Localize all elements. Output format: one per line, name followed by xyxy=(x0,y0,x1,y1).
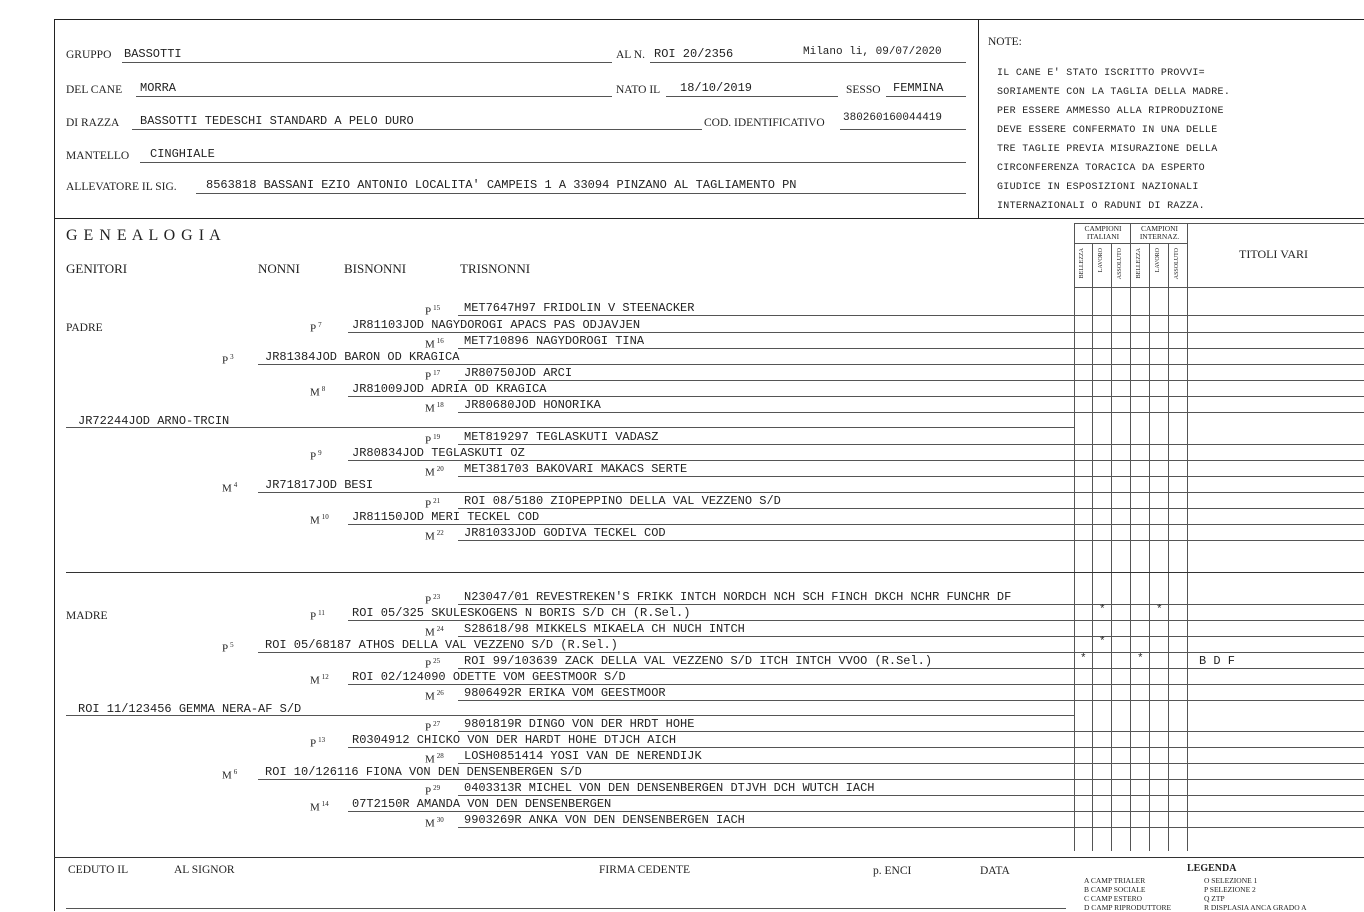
cod-line xyxy=(840,129,966,130)
nato-line xyxy=(666,96,838,97)
col-line xyxy=(1130,223,1131,851)
madre-separator xyxy=(66,572,1364,573)
campioni-bottom xyxy=(1074,287,1364,288)
pedigree-tag: M $^{28}$ xyxy=(425,752,444,766)
pedigree-tag: M $^{18}$ xyxy=(425,401,444,415)
ceduto-label: CEDUTO IL xyxy=(68,864,129,876)
sub-lavoro: LAVORO xyxy=(1098,248,1104,273)
pedigree-tag: M $^{10}$ xyxy=(310,513,329,527)
pedigree-tag: P $^{23}$ xyxy=(425,593,441,607)
gruppo-line xyxy=(122,62,612,63)
pedigree-tag: P $^{29}$ xyxy=(425,784,441,798)
pedigree-tag: P $^{15}$ xyxy=(425,304,441,318)
pedigree-line xyxy=(458,668,1364,669)
pedigree-entry: JR81103JOD NAGYDOROGI APACS PAS ODJAVJEN xyxy=(352,318,641,332)
col-genitori: GENITORI xyxy=(66,261,128,276)
pedigree-line xyxy=(458,540,1364,541)
star-mark: * xyxy=(1080,653,1087,665)
aln-line xyxy=(650,62,966,63)
sesso-value: FEMMINA xyxy=(893,81,944,95)
star-mark: * xyxy=(1137,653,1144,665)
star-mark: * xyxy=(1099,636,1106,648)
pedigree-tag: M $^6$ xyxy=(222,768,238,782)
pedigree-line xyxy=(458,700,1364,701)
aln-label: AL N. xyxy=(616,49,645,61)
pedigree-tag: P $^5$ xyxy=(222,641,234,655)
nato-label: NATO IL xyxy=(616,84,661,96)
pedigree-line xyxy=(458,763,1364,764)
col-line xyxy=(1149,243,1150,851)
note-line: PER ESSERE AMMESSO ALLA RIPRODUZIONE xyxy=(997,106,1224,117)
pedigree-entry: MET7647H97 FRIDOLIN V STEENACKER xyxy=(464,301,695,315)
pedigree-tag: M $^{20}$ xyxy=(425,465,444,479)
pedigree-tag: P $^{11}$ xyxy=(310,609,325,623)
pedigree-line xyxy=(258,492,1364,493)
legend-item: A CAMP TRIALER xyxy=(1084,876,1146,885)
campioni-internaz: CAMPIONI INTERNAZ. xyxy=(1139,224,1180,241)
campioni-italiani: CAMPIONI ITALIANI xyxy=(1084,224,1122,241)
pedigree-line xyxy=(348,332,1364,333)
pedigree-tag: M $^4$ xyxy=(222,481,238,495)
pedigree-entry: MET819297 TEGLASKUTI VADASZ xyxy=(464,430,659,444)
padre-name: JR72244JOD ARNO-TRCIN xyxy=(78,414,230,428)
col-line xyxy=(1092,243,1093,851)
pedigree-line xyxy=(348,620,1364,621)
aln-value: ROI 20/2356 xyxy=(654,47,734,61)
pedigree-tag: M $^8$ xyxy=(310,385,326,399)
pedigree-entry: 0403313R MICHEL VON DEN DENSENBERGEN DTJVH DCH WUTCH IACH xyxy=(464,781,875,795)
footer-sign-line xyxy=(66,908,1066,909)
firma-label: FIRMA CEDENTE xyxy=(599,864,691,876)
pedigree-tag: M $^{16}$ xyxy=(425,337,444,351)
madre-name: ROI 11/123456 GEMMA NERA-AF S/D xyxy=(78,702,302,716)
pedigree-line xyxy=(458,444,1364,445)
mantello-label: MANTELLO xyxy=(66,150,130,162)
pedigree-line xyxy=(458,476,1364,477)
campioni-sub-rule xyxy=(1074,243,1187,244)
pedigree-entry: ROI 10/126116 FIONA VON DEN DENSENBERGEN S/D xyxy=(265,765,582,779)
pedigree-entry: 07T2150R AMANDA VON DEN DENSENBERGEN xyxy=(352,797,612,811)
pedigree-tag: M $^{14}$ xyxy=(310,800,329,814)
pedigree-tag: P $^{27}$ xyxy=(425,720,441,734)
pedigree-line xyxy=(458,636,1364,637)
note-line: TRE TAGLIE PREVIA MISURAZIONE DELLA xyxy=(997,144,1218,155)
pedigree-entry: S28618/98 MIKKELS MIKAELA CH NUCH INTCH xyxy=(464,622,745,636)
pedigree-tag: M $^{22}$ xyxy=(425,529,444,543)
sub-assoluto: ASSOLUTO xyxy=(1174,248,1180,280)
pedigree-line xyxy=(258,779,1364,780)
pedigree-entry: MET710896 NAGYDOROGI TINA xyxy=(464,334,645,348)
sub-assoluto: ASSOLUTO xyxy=(1117,248,1123,280)
pedigree-entry: JR81150JOD MERI TECKEL COD xyxy=(352,510,540,524)
note-line: SORIAMENTE CON LA TAGLIA DELLA MADRE. xyxy=(997,87,1231,98)
pedigree-entry: JR81009JOD ADRIA OD KRAGICA xyxy=(352,382,547,396)
allevatore-label: ALLEVATORE IL SIG. xyxy=(66,181,177,193)
note-divider xyxy=(978,19,979,218)
sub-bellezza: BELLEZZA xyxy=(1079,248,1085,279)
pedigree-entry: JR80680JOD HONORIKA xyxy=(464,398,601,412)
pedigree-line xyxy=(458,795,1364,796)
footer-rule xyxy=(54,857,1364,858)
pedigree-line xyxy=(458,604,1364,605)
note-line: INTERNAZIONALI O RADUNI DI RAZZA. xyxy=(997,201,1205,212)
col-line xyxy=(1168,243,1169,851)
madre-label: MADRE xyxy=(66,610,108,622)
col-nonni: NONNI xyxy=(258,261,300,276)
pedigree-line xyxy=(458,731,1364,732)
pedigree-line xyxy=(348,396,1364,397)
pedigree-tag: P $^{19}$ xyxy=(425,433,441,447)
pedigree-entry: JR81384JOD BARON OD KRAGICA xyxy=(265,350,460,364)
pedigree-tag: M $^{12}$ xyxy=(310,673,329,687)
col-bisnonni: BISNONNI xyxy=(344,261,407,276)
legend-item: R DISPLASIA ANCA GRADO A xyxy=(1204,903,1307,912)
frame-left xyxy=(54,19,55,911)
mantello-value: CINGHIALE xyxy=(150,147,215,161)
pedigree-line xyxy=(348,811,1364,812)
titoli-bdf: B D F xyxy=(1199,654,1236,668)
allevatore-value: 8563818 BASSANI EZIO ANTONIO LOCALITA' CAMPEIS 1 A 33094 PINZANO AL TAGLIAMENTO PN xyxy=(206,178,797,192)
legend-item: P SELEZIONE 2 xyxy=(1204,885,1256,894)
note-line: IL CANE E' STATO ISCRITTO PROVVI= xyxy=(997,68,1205,79)
pedigree-line xyxy=(458,348,1364,349)
pedigree-line xyxy=(458,315,1364,316)
data-label: DATA xyxy=(980,865,1010,877)
pedigree-line xyxy=(458,380,1364,381)
padre-label: PADRE xyxy=(66,322,103,334)
legend-item: C CAMP ESTERO xyxy=(1084,894,1143,903)
pedigree-line xyxy=(348,524,1364,525)
pedigree-line xyxy=(258,652,1364,653)
legend-item: O SELEZIONE 1 xyxy=(1204,876,1258,885)
note-line: DEVE ESSERE CONFERMATO IN UNA DELLE xyxy=(997,125,1218,136)
pedigree-line xyxy=(348,684,1364,685)
col-line xyxy=(1187,223,1188,851)
cane-value: MORRA xyxy=(140,81,177,95)
pedigree-tag: M $^{24}$ xyxy=(425,625,444,639)
pedigree-tag: M $^{26}$ xyxy=(425,689,444,703)
legend-item: D CAMP RIPRODUTTORE xyxy=(1084,903,1172,912)
cod-label: COD. IDENTIFICATIVO xyxy=(704,117,825,129)
razza-line xyxy=(132,129,702,130)
enci-label: p. ENCI xyxy=(873,865,912,877)
star-mark: * xyxy=(1156,604,1163,616)
sub-lavoro: LAVORO xyxy=(1155,248,1161,273)
star-mark: * xyxy=(1099,604,1106,616)
legend-item: Q ZTP xyxy=(1204,894,1225,903)
pedigree-tag: P $^{17}$ xyxy=(425,369,441,383)
pedigree-entry: ROI 02/124090 ODETTE VOM GEESTMOOR S/D xyxy=(352,670,626,684)
pedigree-entry: JR81033JOD GODIVA TECKEL COD xyxy=(464,526,666,540)
madre-line xyxy=(66,715,1074,716)
genealogia-title: G E N E A L O G I A xyxy=(66,227,222,244)
gruppo-value: BASSOTTI xyxy=(124,47,182,61)
pedigree-entry: JR71817JOD BESI xyxy=(265,478,374,492)
razza-value: BASSOTTI TEDESCHI STANDARD A PELO DURO xyxy=(140,114,414,128)
legend-item: B CAMP SOCIALE xyxy=(1084,885,1146,894)
col-trisnonni: TRISNONNI xyxy=(460,261,531,276)
pedigree-line xyxy=(348,747,1364,748)
pedigree-line xyxy=(458,827,1364,828)
col-line xyxy=(1111,243,1112,851)
sesso-line xyxy=(886,96,966,97)
pedigree-entry: JR80834JOD TEGLASKUTI OZ xyxy=(352,446,525,460)
mantello-line xyxy=(140,162,966,163)
pedigree-entry: MET381703 BAKOVARI MAKACS SERTE xyxy=(464,462,688,476)
pedigree-line xyxy=(348,460,1364,461)
cane-label: DEL CANE xyxy=(66,84,123,96)
pedigree-tag: P $^7$ xyxy=(310,321,322,335)
pedigree-entry: ROI 99/103639 ZACK DELLA VAL VEZZENO S/D ITCH INTCH VVOO (R.Sel.) xyxy=(464,654,933,668)
padre-line xyxy=(66,427,1074,428)
pedigree-entry: ROI 05/68187 ATHOS DELLA VAL VEZZENO S/D (R.Sel.) xyxy=(265,638,618,652)
legenda-label: LEGENDA xyxy=(1187,863,1237,874)
pedigree-entry: LOSH0851414 YOSI VAN DE NERENDIJK xyxy=(464,749,702,763)
titoli-vari: TITOLI VARI xyxy=(1239,247,1308,261)
pedigree-tag: P $^9$ xyxy=(310,449,322,463)
gruppo-label: GRUPPO xyxy=(66,49,112,61)
col-line xyxy=(1074,223,1075,851)
note-line: CIRCONFERENZA TORACICA DA ESPERTO xyxy=(997,163,1205,174)
cod-value: 380260160044419 xyxy=(843,112,943,124)
signor-label: AL SIGNOR xyxy=(174,864,235,876)
pedigree-entry: 9806492R ERIKA VOM GEESTMOOR xyxy=(464,686,666,700)
header-bottom-rule xyxy=(54,218,1364,219)
pedigree-entry: 9903269R ANKA VON DEN DENSENBERGEN IACH xyxy=(464,813,745,827)
note-line: GIUDICE IN ESPOSIZIONI NAZIONALI xyxy=(997,182,1199,193)
note-label: NOTE: xyxy=(988,36,1022,48)
place-date: Milano li, 09/07/2020 xyxy=(803,46,942,58)
pedigree-line xyxy=(458,508,1364,509)
pedigree-tag: P $^3$ xyxy=(222,353,234,367)
pedigree-tag: P $^{13}$ xyxy=(310,736,326,750)
pedigree-entry: ROI 08/5180 ZIOPEPPINO DELLA VAL VEZZENO S/D xyxy=(464,494,781,508)
pedigree-entry: N23047/01 REVESTREKEN'S FRIKK INTCH NORDCH NCH SCH FINCH DKCH NCHR FUNCHR DF xyxy=(464,590,1012,604)
frame-top xyxy=(54,19,1364,20)
pedigree-tag: P $^{21}$ xyxy=(425,497,441,511)
pedigree-entry: R0304912 CHICKO VON DER HARDT HOHE DTJCH AICH xyxy=(352,733,677,747)
cane-line xyxy=(136,96,612,97)
pedigree-entry: 9801819R DINGO VON DER HRDT HOHE xyxy=(464,717,695,731)
pedigree-line xyxy=(258,364,1364,365)
pedigree-tag: M $^{30}$ xyxy=(425,816,444,830)
allevatore-line xyxy=(196,193,966,194)
sesso-label: SESSO xyxy=(846,84,881,96)
pedigree-line xyxy=(458,412,1364,413)
nato-value: 18/10/2019 xyxy=(680,81,753,95)
pedigree-entry: ROI 05/325 SKULESKOGENS N BORIS S/D CH (R.Sel.) xyxy=(352,606,691,620)
pedigree-entry: JR80750JOD ARCI xyxy=(464,366,573,380)
pedigree-tag: P $^{25}$ xyxy=(425,657,441,671)
sub-bellezza: BELLEZZA xyxy=(1136,248,1142,279)
razza-label: DI RAZZA xyxy=(66,117,120,129)
